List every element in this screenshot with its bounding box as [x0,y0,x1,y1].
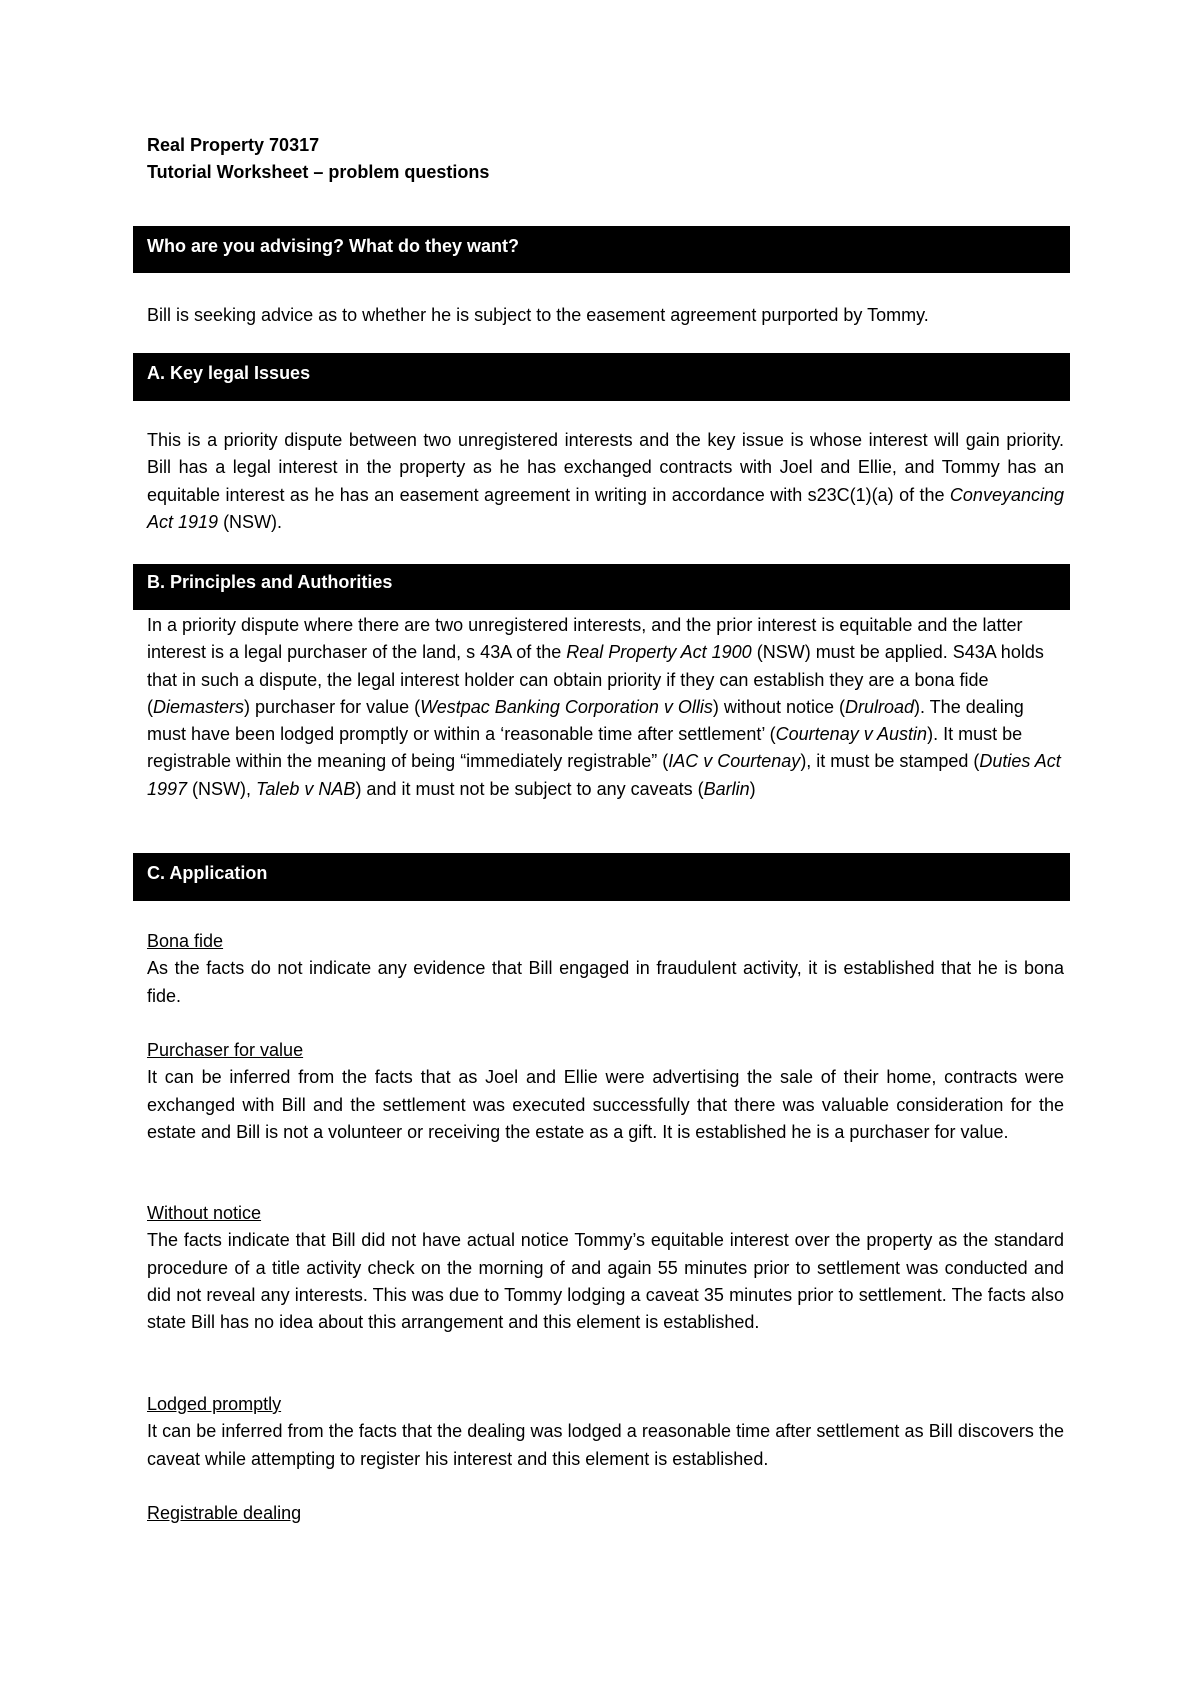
case-citation: Westpac Banking Corporation v Ollis [420,696,713,717]
element-title: Without notice [147,1203,262,1223]
element-body: It can be inferred from the facts that the dealing was lodged a reasonable time after settlement as Bill discovers the caveat while attempting to register his interest and this element is established. [147,1421,1064,1469]
application-item [147,1200,1064,1336]
principles-text: ). The dealing must have been lodged promptly or within a ‘reasonable time after settlement’ ( [147,696,1024,745]
case-citation: Barlin [703,778,750,799]
principles-text: ) without notice ( [712,696,845,717]
element-title: Lodged promptly [147,1394,282,1414]
issues-body [147,427,1064,536]
issues-section [147,427,1064,536]
advising-heading: Who are you advising? What do they want? [147,236,520,256]
principles-section [147,612,1064,803]
principles-text: ). It must be registrable within the meaning of being “immediately registrable” ( [147,724,1023,772]
issues-text: This is a priority dispute between two unregistered interests and the key issue is whose interest will gain priority. Bill has a legal interest in the property as he has exchanged contracts with Joel and Ellie, and Tommy has an equitable interest as he has an easement agreement in writing in accordance with s23C(1)(a) of the [147,430,1064,505]
application-item [147,1037,1064,1146]
principles-heading-bar [133,564,1070,610]
case-citation: IAC v Courtenay [668,751,801,772]
principles-text: ) [749,778,756,799]
principles-text: ) and it must not be subject to any caveats ( [355,778,704,799]
case-citation: Drulroad [844,696,915,717]
principles-text: In a priority dispute where there are two unregistered interests, and the prior interest is equitable and the latter interest is a legal purchaser of the land, s 43A of the [147,615,1023,663]
element-title: Purchaser for value [147,1040,304,1060]
element-body: It can be inferred from the facts that as Joel and Ellie were advertising the sale of their home, contracts were exchanged with Bill and the settlement was executed successfully that there was valuable consideration for the estate and Bill is not a volunteer or receiving the estate as a gift. It is established he is a purchaser for value. [147,1067,1064,1142]
application-heading-bar [133,853,1070,901]
act-citation: Duties Act 1997 [147,751,1061,799]
principles-text: ), it must be stamped ( [800,751,980,772]
principles-text: (NSW), [187,778,257,799]
course-title: Real Property 70317 [147,135,320,155]
principles-heading: B. Principles and Authorities [147,572,393,592]
act-citation: Real Property Act 1900 [566,642,752,663]
application-item [147,1500,1064,1527]
principles-text: ) purchaser for value ( [244,696,421,717]
issues-heading: A. Key legal Issues [147,363,311,383]
principles-body [147,612,1064,803]
application-item [147,1391,1064,1473]
issues-heading-bar [133,353,1070,401]
element-body: The facts indicate that Bill did not have actual notice Tommy’s equitable interest over the property as the standard procedure of a title activity check on the morning of and again 55 minutes prior to settlement was conducted and did not reveal any interests. This was due to Tommy lodging a caveat 35 minutes prior to settlement. The facts also state Bill has no idea about this arrangement and this element is established. [147,1230,1064,1333]
element-body: As the facts do not indicate any evidence that Bill engaged in fraudulent activity, it is established that he is bona fide. [147,958,1064,1006]
element-title: Bona fide [147,931,224,951]
advising-section [147,302,1064,329]
application-item [147,928,1064,1010]
act-citation: Conveyancing Act 1919 [147,484,1064,532]
element-title: Registrable dealing [147,1503,302,1523]
case-citation: Courtenay v Austin [775,724,928,745]
case-citation: Diemasters [153,696,245,717]
advising-heading-bar [133,226,1070,273]
principles-text: (NSW) must be applied. S43A holds that in such a dispute, the legal interest holder can obtain priority if they can establish they are a bona fide ( [147,642,1044,717]
document-header [147,132,1064,187]
case-citation: Taleb v NAB [256,778,356,799]
application-heading: C. Application [147,863,268,883]
advising-body: Bill is seeking advice as to whether he is subject to the easement agreement purported by Tommy. [147,305,929,325]
issues-text-end: (NSW). [218,511,283,532]
worksheet-title: Tutorial Worksheet – problem questions [147,162,490,183]
